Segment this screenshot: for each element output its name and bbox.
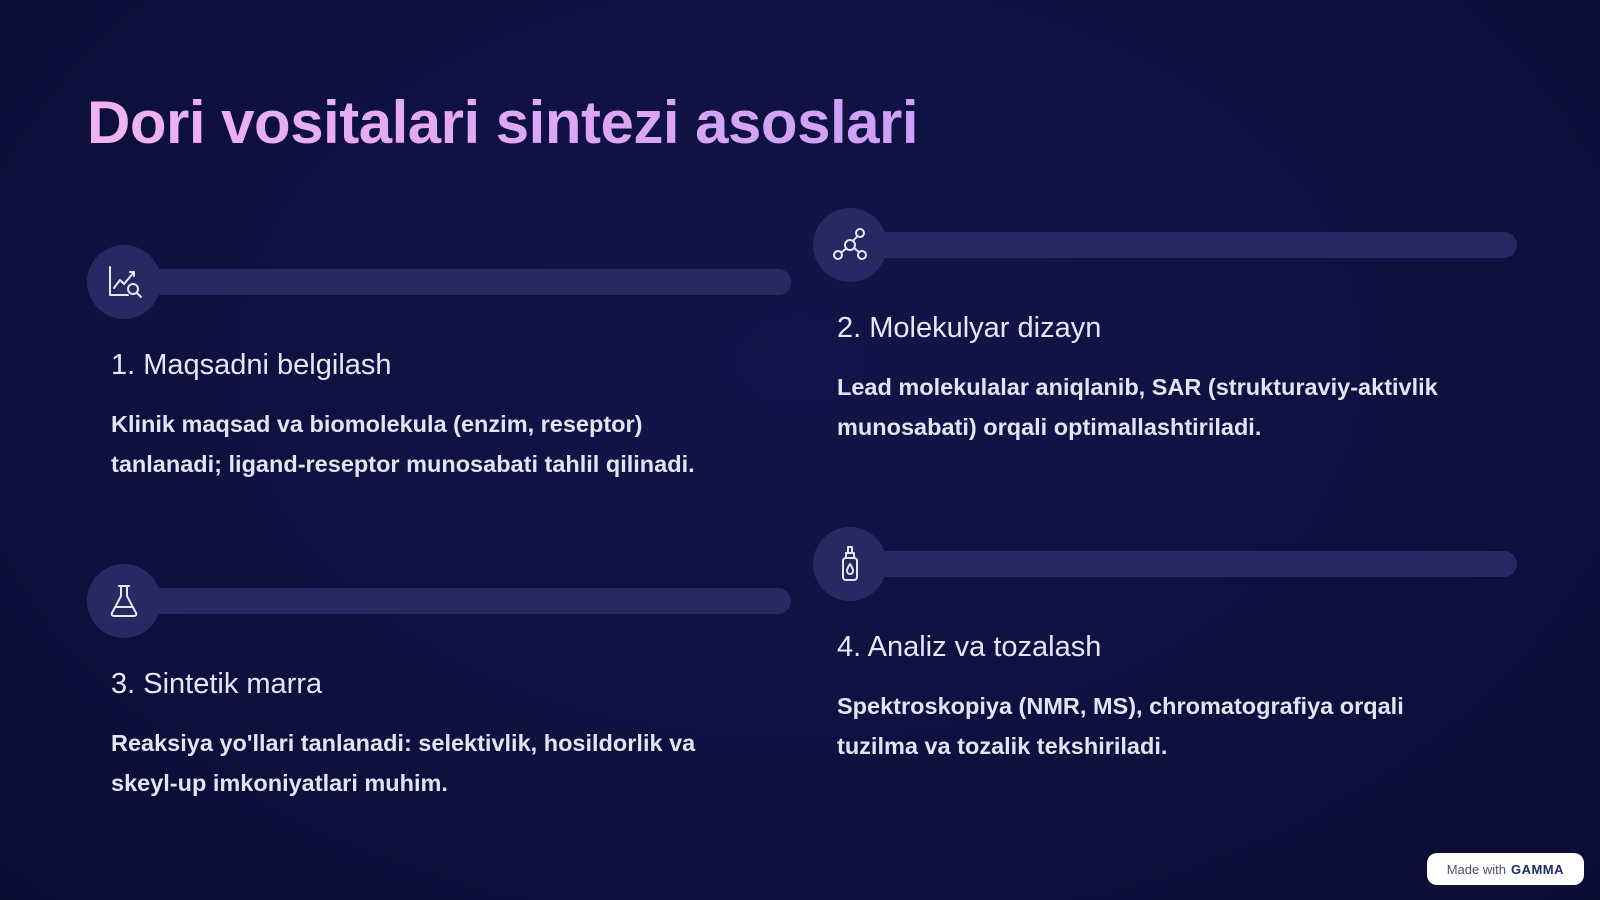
step-2-card <box>813 208 1517 447</box>
step-3-title: 3. Sintetik marra <box>111 668 323 700</box>
step-3-header <box>87 564 791 638</box>
step-3-track <box>143 588 791 614</box>
step-3-description: Reaksiya yo'llari tanlanadi: selektivlik, hosildorlik va skeyl-up imkoniyatlari muhim. <box>111 730 696 796</box>
step-4-icon-badge <box>813 527 887 601</box>
molecule-icon <box>830 225 870 265</box>
step-4-track <box>869 551 1517 577</box>
gamma-logo: GAMMA <box>1510 861 1564 877</box>
step-1-card <box>87 245 791 484</box>
step-2-description: Lead molekulalar aniqlanib, SAR (strukturaviy-aktivlik munosabati) orqali optimallashtiriladi. <box>837 374 1438 440</box>
step-1-icon-badge <box>87 245 161 319</box>
step-1-header <box>87 245 791 319</box>
step-3-card <box>87 564 791 803</box>
step-2-track <box>869 232 1517 258</box>
step-2-title: 2. Molekulyar dizayn <box>837 312 1102 344</box>
chart-search-icon <box>104 262 144 302</box>
step-4-description: Spektroskopiya (NMR, MS), chromatografiya orqali tuzilma va tozalik tekshiriladi. <box>837 693 1404 759</box>
step-1-description: Klinik maqsad va biomolekula (enzim, reseptor) tanlanadi; ligand-reseptor munosabati tahlil qilinadi. <box>111 411 695 477</box>
dropper-bottle-icon <box>830 544 870 584</box>
step-1-track <box>143 269 791 295</box>
step-1-title: 1. Maqsadni belgilash <box>111 349 392 381</box>
slide-title: Dori vositalari sintezi asoslari <box>87 89 919 156</box>
flask-icon <box>104 581 144 621</box>
step-3-icon-badge <box>87 564 161 638</box>
made-with-gamma-badge[interactable] <box>1427 853 1584 885</box>
step-2-header <box>813 208 1517 282</box>
step-4-card <box>813 527 1517 766</box>
step-2-icon-badge <box>813 208 887 282</box>
badge-prefix: Made with <box>1446 861 1506 877</box>
step-4-title: 4. Analiz va tozalash <box>837 631 1102 663</box>
step-4-header <box>813 527 1517 601</box>
